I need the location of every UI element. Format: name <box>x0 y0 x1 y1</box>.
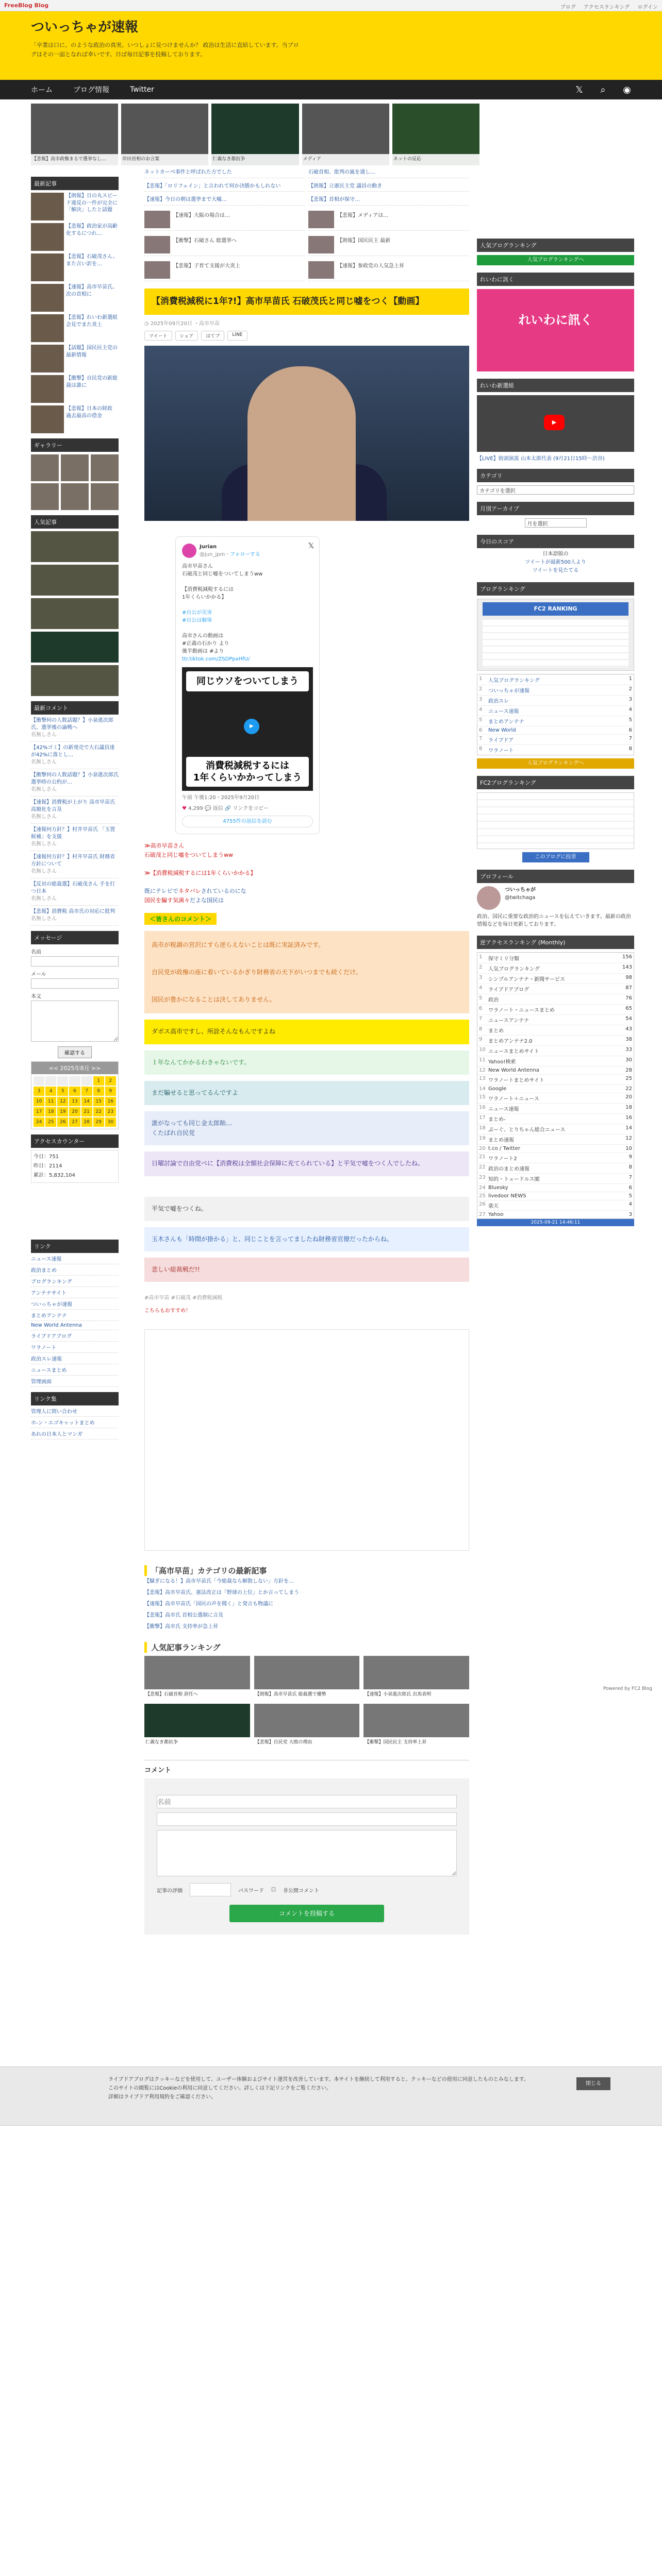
fc2rank-widget[interactable] <box>477 792 634 849</box>
calendar-day[interactable]: 29 <box>93 1117 104 1127</box>
access-ranking-row[interactable]: 1 保守ミリ分類 156 <box>477 953 634 963</box>
comment-form: コメント 名前 記事の評価 パスワード ☐ 非公開コメント コメントを投稿する <box>144 1760 469 1935</box>
calendar-day <box>81 1076 92 1086</box>
vote-button[interactable]: このブログに投票 <box>522 852 589 862</box>
link-item[interactable]: ホ-ン・エゴキャットまとめ <box>31 1417 119 1428</box>
message-heading: メッセージ <box>31 931 119 944</box>
calendar-day[interactable]: 20 <box>69 1107 80 1116</box>
cookie-close-button[interactable]: 閉じる <box>576 2077 610 2090</box>
new-comments-heading: 最新コメント <box>31 701 119 715</box>
comment-item[interactable]: 【速報】消費税が上がり 高市早苗氏 高額化を言及 名無しさん <box>31 796 119 824</box>
reply-icon[interactable]: 💬 <box>204 806 211 812</box>
top-thumb[interactable]: 岸田首相のお言葉 <box>121 104 208 165</box>
nav-twitter[interactable]: Twitter <box>130 86 154 94</box>
archive-select[interactable]: 月を選択 <box>525 518 587 528</box>
nav-blog-info[interactable]: ブログ情報 <box>73 86 109 94</box>
youtube-caption[interactable]: 【LIVE】街頭演説 山本太郎代表 (9月21日15時〜渋谷) <box>477 456 605 462</box>
access-heading: アクセスカウンター <box>31 1134 119 1148</box>
reiwa-banner[interactable]: れいわに訊く <box>477 289 634 371</box>
right-sidebar: 人気ブログランキング 人気ブログランキングへ れいわに訊く れいわに訊く れいわ新選組 ▶ 【LIVE】街頭演説 山本太郎代表 (9月21日15時〜渋谷) カテゴリ カテゴリを選択 月別アーカイブ 月を選択 今日のスコア 日本語版の ツイートが最新500人より ツイートを見たてる ブログランキング FC2 RANKING 1 人気ブログランキング 1 2 ついっちゃが速報 2 3 政治スレ 3 4 ニュース速報 4 5 まとめアンテナ 5 6 New World 6 7 ライブドア 7 8 ワラノート 8 人気ブログランキングへ FC2ブログランキング このブログに投票 プロフィール ついっちゃが @twitchaga 政治、国民に重要な政治的ニュースを伝えていきます。最新の政治情報などを毎日更新しております。 逆アクセスランキング (Monthly) 1 保守ミリ分類 156 2 人気ブログランキング 143 3 シンプルアンテナ・新聞サービス 98 4 ライブドアブログ 87 5 政治 76 6 ワラノート・ニュースまとめ 65 7 ニュースアンテナ 54 8 まとめ 43 9 まとめアンテナ2.0 38 10 ニュースまとめサイト 33 11 Yahoo!検索 30 12 New World Antenna 28 13 ワラノートまとめサイト 25 14 Google 22 15 ワラノート＋ニュース 20 16 ニュース速報 18 17 まとめ- 16 18 ぷーぐ、とりちゃん総合ニュース 14 19 まとめ速報 12 20 t.co / Twitter 10 21 ワラノート2 9 22 政治のまとめ速報 8 23 知的・トュードルス閣 7 24 Bluesky 6 25 livedoor NEWS 5 26 楽天 4 27 Yahoo 3 2025-09-21 14:46:11 <box>477 239 634 1233</box>
comment-item[interactable]: 【速報何方針？】村井早苗氏 財務省方針について 名無しさん <box>31 851 119 878</box>
ranking-table <box>477 674 634 755</box>
thumb-image <box>31 253 64 281</box>
share-tweet-button[interactable]: ツイート <box>144 331 172 341</box>
link-item[interactable]: 政治まとめ <box>31 1264 119 1276</box>
head-thumb-item[interactable]: 【悲報】メディアは… <box>308 209 469 231</box>
profile-card: ついっちゃが @twitchaga <box>477 886 634 910</box>
ranking-image[interactable] <box>31 598 119 629</box>
tweet-video[interactable]: 同じウソをついてしまう ▶ 消費税減税するには 1年くらいかかってしまう <box>182 667 313 791</box>
article-hero-image <box>144 346 469 521</box>
access-ranking-row[interactable]: 9 まとめアンテナ2.0 38 <box>477 1035 634 1045</box>
related-item[interactable]: 【衝撃】高市氏 支持率が急上昇 <box>144 1624 219 1630</box>
top-thumb[interactable]: 【悲報】高市政権まるで選挙なし… <box>31 104 118 165</box>
access-ranking-row[interactable]: 12 New World Antenna 28 <box>477 1066 634 1074</box>
link-item[interactable]: ライブドアブログ <box>31 1330 119 1342</box>
ranking-heading: 人気記事 <box>31 515 119 529</box>
tag-list <box>144 1293 469 1301</box>
recent-item[interactable]: 【悲報】日本の財政 過去最高の借金 <box>31 405 119 433</box>
category-heading: カテゴリ <box>477 469 634 482</box>
gallery-image[interactable] <box>31 483 59 510</box>
popular-item[interactable]: 【悲報】自民党 大敗の理由 <box>254 1704 360 1748</box>
comment-submit-button[interactable]: コメントを投稿する <box>229 1905 384 1922</box>
links2-heading: リンク集 <box>31 1392 119 1405</box>
link-item[interactable]: 管理人に問い合わせ <box>31 1405 119 1417</box>
calendar-day[interactable]: 12 <box>57 1097 68 1106</box>
message-form: 名前 メール 本文 確認する <box>31 947 119 1058</box>
profile-description: 政治、国民に重要な政治的ニュースを伝えていきます。最新の政治情報などを毎日更新しております。 <box>477 914 631 927</box>
gallery-heading: ギャラリー <box>31 438 119 452</box>
access-ranking-row[interactable]: 4 ライブドアブログ 87 <box>477 984 634 994</box>
follow-link[interactable]: フォローする <box>229 552 260 558</box>
play-icon[interactable]: ▶ <box>544 415 565 430</box>
site-description: 「卒業は口に、のような政治の真実、いつしょに見つけませんか？ 政治は生活に直結しています。当ブログはその一面となれば幸いです。日ば毎日記事を投稿しております。 <box>31 42 299 58</box>
tag-link[interactable]: #石破茂 <box>171 1295 191 1301</box>
comment-box: 悲しい総裁戦だ!! <box>144 1258 469 1282</box>
calendar-day[interactable]: 16 <box>105 1097 116 1106</box>
recent-item[interactable]: 【話題】国民民主党の最新情報 <box>31 345 119 372</box>
thumb-image <box>31 375 64 403</box>
gallery-image[interactable] <box>61 454 89 481</box>
link-item[interactable]: ワラノート <box>31 1342 119 1353</box>
recent-item[interactable]: 【悲報】政治家が高齢化するにつれ… <box>31 223 119 251</box>
ranking-row[interactable]: 1 人気ブログランキング 1 <box>477 674 634 685</box>
access-ranking-timestamp: 2025-09-21 14:46:11 <box>477 1219 634 1226</box>
calendar-day[interactable]: 10 <box>34 1097 44 1106</box>
site-header <box>0 11 662 80</box>
ranking-image[interactable] <box>31 531 119 562</box>
calendar-day[interactable]: 25 <box>45 1117 56 1127</box>
popular-item[interactable]: 【悲報】石破首相 辞任へ <box>144 1656 250 1700</box>
youtube-heading: れいわ新選組 <box>477 379 634 392</box>
calendar-day[interactable]: 4 <box>45 1087 56 1096</box>
comment-item[interactable]: 【悲報】消費税 高市氏の対応に批判 名無しさん <box>31 906 119 926</box>
top-thumb[interactable]: 仁義なき都抗争 <box>211 104 299 165</box>
fc2-logo[interactable]: FreeBlog Blog <box>4 2 49 9</box>
links-list <box>31 1253 119 1387</box>
recommend-widget-area <box>144 1329 469 1551</box>
comment-mail-input[interactable] <box>157 1812 457 1826</box>
article-title[interactable]: 【消費税減税に1年?!】高市早苗氏 石破茂氏と同じ嘘をつく【動画】 <box>152 296 424 307</box>
fc2-toolbar <box>0 0 662 11</box>
toolbar-link-ranking[interactable]: アクセスランキング <box>583 5 630 10</box>
access-ranking-heading: 逆アクセスランキング (Monthly) <box>477 936 634 949</box>
ranking-row[interactable]: 6 New World 6 <box>477 726 634 734</box>
article-date: 2025年09月20日 <box>150 321 192 327</box>
calendar-day[interactable]: 19 <box>57 1107 68 1116</box>
links2-list <box>31 1405 119 1439</box>
comment-body-textarea[interactable] <box>157 1830 457 1876</box>
recent-item[interactable]: 【朗報】日の丸スピード違反の一件が完全に「解決」したと話題 <box>31 193 119 221</box>
head-link[interactable]: 【速報】今日の朝は選挙まで大嘘… <box>144 195 305 206</box>
link-item[interactable]: ニュースまとめ <box>31 1364 119 1376</box>
recent-heading: 最新記事 <box>31 177 119 190</box>
hashtag-link[interactable]: #自公が災害 <box>182 610 212 616</box>
links-heading: リンク <box>31 1240 119 1253</box>
thumb-image <box>31 193 64 221</box>
message-mail-input[interactable] <box>31 978 119 989</box>
today-heading: 今日のスコア <box>477 535 634 548</box>
calendar <box>31 1061 119 1129</box>
calendar-day[interactable]: 26 <box>57 1117 68 1127</box>
calendar-day[interactable]: 13 <box>69 1097 80 1106</box>
access-ranking-row[interactable]: 15 ワラノート＋ニュース 20 <box>477 1093 634 1103</box>
share-line-button[interactable]: LINE <box>227 331 247 341</box>
calendar-day[interactable]: 2 <box>105 1076 116 1086</box>
thumb-image <box>31 314 64 342</box>
comment-box: ダボス高市ですし、所詮そんなもんですよね <box>144 1020 469 1044</box>
gallery-image[interactable] <box>91 483 119 510</box>
access-ranking-row[interactable]: 21 ワラノート2 9 <box>477 1153 634 1163</box>
main-nav <box>0 80 662 99</box>
link-item[interactable]: あれの日本人とマンガ <box>31 1428 119 1439</box>
link-item[interactable]: まとめアンテナ <box>31 1310 119 1321</box>
comment-box: １年なんてかかるわきゃないです。 <box>144 1050 469 1075</box>
head-thumbs <box>144 209 469 281</box>
link-item[interactable]: ブログランキング <box>31 1276 119 1287</box>
hashtag-link[interactable]: #自公は解体 <box>182 618 212 624</box>
ranking-row[interactable]: 8 ワラノート 8 <box>477 744 634 755</box>
calendar-day <box>69 1076 80 1086</box>
popular-item[interactable]: 【速報】小泉進次郎氏 出馬表明 <box>363 1656 469 1700</box>
access-ranking-row[interactable]: 17 まとめ- 16 <box>477 1113 634 1124</box>
clock-icon: ◷ <box>144 321 149 327</box>
category-select[interactable]: カテゴリを選択 <box>477 485 634 495</box>
calendar-day[interactable]: 14 <box>81 1097 92 1106</box>
comment-box: まだ騙せると思ってるんですよ <box>144 1081 469 1105</box>
gallery-image[interactable] <box>91 454 119 481</box>
ranking-list <box>31 531 119 696</box>
access-ranking-row[interactable]: 16 ニュース速報 18 <box>477 1103 634 1113</box>
calendar-day[interactable]: 22 <box>93 1107 104 1116</box>
access-ranking-row[interactable]: 26 楽天 4 <box>477 1200 634 1210</box>
ranking-image[interactable] <box>31 665 119 696</box>
recent-item[interactable]: 【悲報】石破茂さん、また言い訳を… <box>31 253 119 281</box>
calendar-day[interactable]: 11 <box>45 1097 56 1106</box>
share-facebook-button[interactable]: シェア <box>175 331 198 341</box>
calendar-day <box>57 1076 68 1086</box>
calendar-day[interactable]: 1 <box>93 1076 104 1086</box>
header-links <box>144 167 469 281</box>
ranking-button[interactable]: 人気ブログランキングへ <box>477 758 634 769</box>
share-buttons <box>144 331 469 341</box>
cookie-banner <box>0 2066 662 2126</box>
calendar-day[interactable]: 5 <box>57 1087 68 1096</box>
main-content <box>144 106 469 1935</box>
message-name-input[interactable] <box>31 956 119 967</box>
site-title[interactable]: ついっちゃが速報 <box>31 20 139 35</box>
calendar-day[interactable]: 7 <box>81 1087 92 1096</box>
related-item[interactable]: 【悲報】高市早苗氏、憲法改正は「野球の上位」とか言ってしまう <box>144 1590 299 1596</box>
related-item[interactable]: 【騒ぎになる！】高市早苗氏「今総裁なら解散しない」方針を… <box>144 1579 294 1585</box>
avatar <box>182 544 196 558</box>
comment-item[interactable]: 【速報何方針？】村井早苗氏 「玉置候補」を支援 名無しさん <box>31 824 119 851</box>
calendar-day[interactable]: 6 <box>69 1087 80 1096</box>
play-icon[interactable]: ▶ <box>244 719 259 734</box>
youtube-embed[interactable] <box>477 395 634 452</box>
reiwa-heading: れいわに訊く <box>477 273 634 286</box>
head-link[interactable]: ネットカーペ事件と呼ばれた方でした <box>144 167 305 178</box>
access-ranking-row[interactable]: 6 ワラノート・ニュースまとめ 65 <box>477 1004 634 1014</box>
link-icon[interactable]: 🔗 <box>224 806 231 812</box>
calendar-day[interactable]: 8 <box>93 1087 104 1096</box>
profile-heading: プロフィール <box>477 870 634 883</box>
ranking-heading: ブログランキング <box>477 582 634 596</box>
link-item[interactable]: 政治スレ速報 <box>31 1353 119 1364</box>
toolbar-link-blog[interactable]: ブログ <box>560 5 576 10</box>
message-body-textarea[interactable] <box>31 1001 119 1042</box>
heart-icon[interactable]: ♥ <box>182 806 187 812</box>
head-thumb-item[interactable]: 【速報】大阪の場合は… <box>144 209 305 231</box>
tweet-user[interactable]: Jurian @jun_jpm · フォローする <box>182 543 313 558</box>
link-item[interactable]: アンテナサイト <box>31 1287 119 1298</box>
access-ranking-row[interactable]: 18 ぷーぐ、とりちゃん総合ニュース 14 <box>477 1124 634 1134</box>
access-ranking-row[interactable]: 22 政治のまとめ速報 8 <box>477 1163 634 1173</box>
like-count: 4,299 <box>188 806 203 812</box>
access-ranking-row[interactable]: 23 知的・トュードルス閣 7 <box>477 1173 634 1183</box>
calendar-day[interactable]: 28 <box>81 1117 92 1127</box>
popular-grid <box>144 1656 469 1748</box>
article-category[interactable]: 高市早苗 <box>199 321 220 327</box>
comment-name-input[interactable] <box>157 1795 457 1808</box>
cookie-text: ライブドアブログはクッキーなどを使用して、ユーザー体験およびサイト運営を改善しています。本サイトを継続して利用すると、クッキーなどの使用に同意したものとみなします。 このサイトの閲覧にはCookieの利用に同意してください。詳しくは下記リンクをご覧ください。 詳細はライブドア利用規約をご確認ください。 <box>108 2077 529 2100</box>
tag-link[interactable]: #消費税減税 <box>192 1295 223 1301</box>
top-thumb[interactable]: ネットの反応 <box>392 104 479 165</box>
ranking-widget[interactable]: FC2 RANKING <box>477 599 634 671</box>
rating-input[interactable] <box>190 1883 231 1896</box>
private-checkbox[interactable]: ☐ <box>271 1887 276 1893</box>
article-title-box <box>144 289 469 315</box>
tiktok-link[interactable]: ttr.tiktok.com/ZSDPpxHfU/ <box>182 656 250 663</box>
ranking-row[interactable]: 3 政治スレ 3 <box>477 695 634 705</box>
access-ranking-row[interactable]: 27 Yahoo 3 <box>477 1210 634 1218</box>
calendar-day <box>34 1076 44 1086</box>
thumb-image <box>31 223 64 251</box>
calendar-day[interactable]: 30 <box>105 1117 116 1127</box>
popular-item[interactable]: 仁義なき都抗争 <box>144 1704 250 1748</box>
comment-box: 平気で嘘をつくね。 <box>144 1197 469 1221</box>
access-ranking-row[interactable]: 25 livedoor NEWS 5 <box>477 1192 634 1200</box>
article-meta: ◷ 2025年09月20日 ・高市早苗 <box>144 321 220 327</box>
head-thumb-item[interactable]: 【速報】参政党の人気急上昇 <box>308 259 469 281</box>
ranking-image[interactable] <box>31 565 119 596</box>
access-ranking-row[interactable]: 13 ワラノートまとめサイト 25 <box>477 1074 634 1084</box>
left-sidebar <box>31 172 119 1439</box>
fc2rank-heading: FC2ブログランキング <box>477 776 634 789</box>
calendar-grid <box>31 1074 118 1129</box>
comment-box: 誰がなっても同じ金太郎飴… くたばれ自民党 <box>144 1111 469 1145</box>
fc2-footer[interactable]: Powered by FC2 Blog <box>603 1686 652 1691</box>
popular-heading: 人気記事ランキング <box>144 1642 469 1653</box>
calendar-day[interactable]: 3 <box>34 1087 44 1096</box>
access-ranking-row[interactable]: 10 ニュースまとめサイト 33 <box>477 1045 634 1056</box>
gallery-image[interactable] <box>31 454 59 481</box>
copy-link-button[interactable]: リンクをコピー <box>233 806 269 812</box>
head-thumb-item[interactable]: 【悲報】子育て支援が大炎上 <box>144 259 305 281</box>
new-comments-list <box>31 715 119 926</box>
thumb-image <box>31 405 64 433</box>
calendar-header[interactable]: << 2025年8月 >> <box>31 1062 118 1074</box>
related-section <box>144 1565 469 1633</box>
access-ranking-row[interactable]: 3 シンプルアンテナ・新聞サービス 98 <box>477 973 634 984</box>
popular-item[interactable]: 【衝撃】国民民主 支持率上昇 <box>363 1704 469 1748</box>
related-item[interactable]: 【速報】高市早苗氏「国民の声を聞く」と発言も物議に <box>144 1601 273 1607</box>
head-thumb-item[interactable]: 【朗報】国民民主 最新 <box>308 234 469 256</box>
comment-box: 玉木さんも「時間が掛かる」と、同じことを言ってましたね財務省官僚だったからね。 <box>144 1227 469 1251</box>
article-quote: ≫高市早苗さん 石破茂と同じ嘘をついてしまうww ≫【消費税減税するには1年くらいかかる】 既にテレビでネタバレされているのにな 国民を騙す気満々だよな国民は <box>144 842 256 904</box>
access-ranking-row[interactable]: 20 t.co / Twitter 10 <box>477 1144 634 1153</box>
access-ranking-row[interactable]: 11 Yahoo!検索 30 <box>477 1056 634 1066</box>
access-ranking-row[interactable]: 8 まとめ 43 <box>477 1025 634 1035</box>
calendar-day <box>45 1076 56 1086</box>
thumb-image <box>31 284 64 312</box>
search-icon[interactable]: ⌕ <box>600 84 606 95</box>
access-ranking-row[interactable]: 14 Google 22 <box>477 1084 634 1093</box>
access-ranking-row[interactable]: 5 政治 76 <box>477 994 634 1004</box>
recent-item[interactable]: 【衝撃】自民党の新総裁は誰に <box>31 375 119 403</box>
comment-item[interactable]: 【42%ゴミ】の新発売で大石議員達が42%に落とし… 名無しさん <box>31 742 119 769</box>
rss-icon[interactable]: ◉ <box>623 84 631 95</box>
calendar-day[interactable]: 18 <box>45 1107 56 1116</box>
link-item[interactable]: ニュース速報 <box>31 1253 119 1264</box>
recent-item[interactable]: 【速報】高市早苗氏、次の首相に <box>31 284 119 312</box>
access-counter: 今日：751 昨日：2114 累計：5,832,104 <box>31 1150 119 1183</box>
popular-item[interactable]: 【朗報】高市早苗氏 総裁選で優勢 <box>254 1656 360 1700</box>
calendar-day[interactable]: 9 <box>105 1087 116 1096</box>
comment-box: 高市が税調の宮沢にすら逆らえないことは既に実証済みです。 自民党が政権の座に着いているかぎり財務省の天下がいつまでも続くだけ。 国民が豊かになることは決してありません。 <box>144 931 469 1013</box>
related-heading: 「高市早苗」カテゴリの最新記事 <box>144 1565 469 1576</box>
head-link[interactable]: 石破首相、批判の嵐を通し… <box>308 167 469 178</box>
blogrank-heading: 人気ブログランキング <box>477 239 634 252</box>
popular-section <box>144 1642 469 1748</box>
access-ranking-row[interactable]: 2 人気ブログランキング 143 <box>477 963 634 973</box>
share-hatena-button[interactable]: はてブ <box>201 331 224 341</box>
access-ranking-table <box>477 952 634 1219</box>
ranking-row[interactable]: 4 ニュース速報 4 <box>477 705 634 716</box>
recent-item[interactable]: 【悲報】れいわ新選組 会見でまた炎上 <box>31 314 119 342</box>
ranking-image[interactable] <box>31 632 119 663</box>
comment-form-heading: コメント <box>144 1760 469 1774</box>
recommend-note: こちらもおすすめ！ <box>144 1308 191 1314</box>
link-item[interactable]: ついっちゃが速報 <box>31 1298 119 1310</box>
blogrank-button[interactable]: 人気ブログランキングへ <box>477 255 634 265</box>
access-ranking-row[interactable]: 7 ニュースアンテナ 54 <box>477 1014 634 1025</box>
head-link[interactable]: 【悲報】首相が保守… <box>308 195 469 206</box>
head-link[interactable]: 【悲報】「ロリフェイン」と言われて何か決勝かもしれない <box>144 181 305 192</box>
comment-item[interactable]: 【反対の総裁選】石破茂さん 手を打つ日本 名無しさん <box>31 878 119 906</box>
top-thumb[interactable]: メディア <box>302 104 389 165</box>
head-link[interactable]: 【朗報】立憲民主党 議員の動き <box>308 181 469 192</box>
calendar-day[interactable]: 15 <box>93 1097 104 1106</box>
ranking-row[interactable]: 5 まとめアンテナ 5 <box>477 716 634 726</box>
avatar <box>477 886 501 910</box>
x-icon[interactable]: 𝕏 <box>308 542 314 551</box>
calendar-day[interactable]: 23 <box>105 1107 116 1116</box>
link-item[interactable]: 管理画面 <box>31 1376 119 1387</box>
head-thumb-item[interactable]: 【衝撃】石破さん 総選挙へ <box>144 234 305 256</box>
comment-box: 日曜討論で自由党ベに【消費税は全額社会保障に充てられている】と平気で嘘をつく人でしたね。 <box>144 1151 469 1176</box>
x-icon[interactable]: 𝕏 <box>575 84 583 95</box>
link-item[interactable]: New World Antenna <box>31 1321 119 1330</box>
message-confirm-button[interactable]: 確認する <box>58 1046 92 1058</box>
archive-heading: 月別アーカイブ <box>477 502 634 515</box>
comments-label: ＜皆さんのコメント＞ <box>144 913 217 925</box>
calendar-day[interactable]: 21 <box>81 1107 92 1116</box>
comment-item[interactable]: 【衝撃何の人数話題？】小泉進次郎氏 選挙時の公約が… 名無しさん <box>31 769 119 796</box>
related-item[interactable]: 【悲報】高市氏 首相公選制に言及 <box>144 1613 224 1619</box>
embedded-tweet: 𝕏 Jurian @jun_jpm · フォローする 高市早苗さん 石破茂と同じ嘘をついてしまうww 【消費税減税するには 1年くらいかかる】 #自公が災害 #自公は解体 高市さんの動画は #正義の石かり より 後半動画は #より ttr.tiktok.com/ZSDPpxHfU/ 同じウソをついてしまう ▶ 消費税減税するには 1年くらいかかってしまう 午前 午後1:20・2025年9月20日 ♥ 4,299 💬 返信 🔗 リンクをコピー 4755件の返信を読む <box>175 536 320 834</box>
read-replies-button[interactable]: 4755件の返信を読む <box>182 816 313 827</box>
thumb-image <box>31 345 64 372</box>
ranking-row[interactable]: 2 ついっちゃが速報 2 <box>477 685 634 695</box>
gallery-image[interactable] <box>61 483 89 510</box>
tag-link[interactable]: #高市早苗 <box>144 1295 170 1301</box>
calendar-day[interactable]: 24 <box>34 1117 44 1127</box>
gallery-grid <box>31 454 119 510</box>
access-ranking-row[interactable]: 24 Bluesky 6 <box>477 1183 634 1192</box>
comment-item[interactable]: 【衝撃何の人数話題？】小泉進次郎氏、選挙後の論戦へ 名無しさん <box>31 715 119 742</box>
calendar-day[interactable]: 17 <box>34 1107 44 1116</box>
reply-button[interactable]: 返信 <box>212 806 223 812</box>
tweet-time: 午前 午後1:20・2025年9月20日 <box>182 795 260 801</box>
access-ranking-row[interactable]: 19 まとめ速報 12 <box>477 1134 634 1144</box>
calendar-day[interactable]: 27 <box>69 1117 80 1127</box>
toolbar-link-login[interactable]: ログイン <box>637 5 658 10</box>
nav-home[interactable]: ホーム <box>31 86 53 94</box>
ranking-row[interactable]: 7 ライブドア 7 <box>477 734 634 744</box>
